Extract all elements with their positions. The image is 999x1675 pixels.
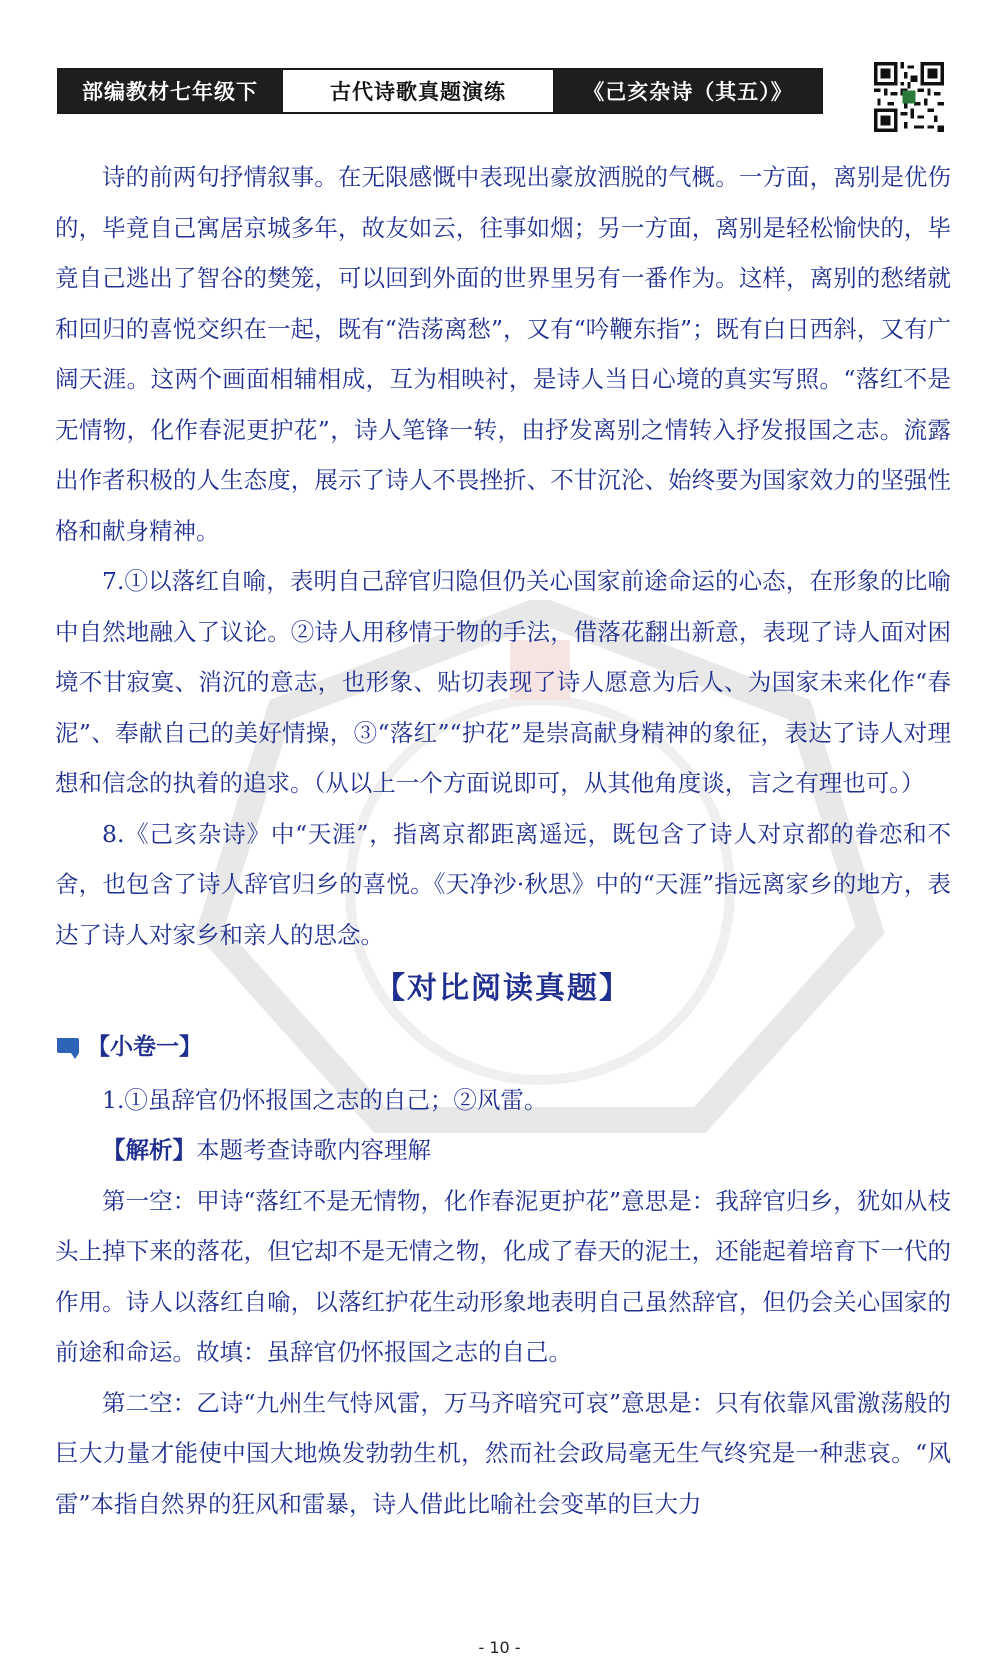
analysis-line [55,1125,951,1176]
paragraph-answer-8: 8.《己亥杂诗》中“天涯”，指离京都距离遥远，既包含了诗人对京都的眷恋和不舍，也包含了诗人辞官归乡的喜悦。《天净沙·秋思》中的“天涯”指远离家乡的地方，表达了诗人对家乡和亲人的思念。 [55,819,951,949]
header-poem-title: 《己亥杂诗（其五）》 [555,70,821,112]
analysis-label: 【解析】 [102,1136,196,1164]
paragraph-first-blank: 第一空：甲诗“落红不是无情物，化作春泥更护花”意思是：我辞官归乡，犹如从枝头上掉下来的落花，但它却不是无情之物，化成了春天的泥土，还能起着培育下一代的作用。诗人以落红自喻，以落红护花生动形象地表明自己虽然辞官，但仍会关心国家的前途和命运。故填：虽辞官仍怀报国之志的自己。 [55,1186,951,1366]
answer-1: 1.①虽辞官仍怀报国之志的自己；②风雷。 [102,1085,548,1114]
header-section-label: 古代诗歌真题演练 [281,70,555,112]
paragraph-answer-7: 7.①以落红自喻，表明自己辞官归隐但仍关心国家前途命运的心态，在形象的比喻中自然地融入了议论。②诗人用移情于物的手法，借落花翻出新意，表现了诗人面对困境不甘寂寞、消沉的意志，也形象、贴切表现了诗人愿意为后人、为国家未来化作“春泥”、奉献自己的美好情操，③“落红”“护花”是崇高献身精神的象征，表达了诗人对理想和信念的执着的追求。（从以上一个方面说即可，从其他角度谈，言之有理也可。） [55,567,951,797]
page-number: - 10 - [478,1638,521,1657]
header-grade-label: 部编教材七年级下 [59,70,281,112]
bookmark-icon [55,1035,81,1061]
paragraph-analysis: 诗的前两句抒情叙事。在无限感慨中表现出豪放洒脱的气概。一方面，离别是优伤的，毕竟自己寓居京城多年，故友如云，往事如烟；另一方面，离别是轻松愉快的，毕竟自己逃出了智谷的樊笼，可以回到外面的世界里另有一番作为。这样，离别的愁绪就和回归的喜悦交织在一起，既有“浩荡离愁”，又有“吟鞭东指”；既有白日西斜，又有广阔天涯。这两个画面相辅相成，互为相映衬，是诗人当日心境的真实写照。“落红不是无情物，化作春泥更护花”，诗人笔锋一转，由抒发离别之情转入抒发报国之志。流露出作者积极的人生态度，展示了诗人不畏挫折、不甘沉沦、始终要为国家效力的坚强性格和献身精神。 [55,163,951,545]
analysis-text: 本题考查诗歌内容理解 [196,1136,431,1164]
qr-code-icon [874,62,944,132]
page-header [57,68,823,114]
section-title: 【对比阅读真题】 [375,971,631,1006]
subsection-title: 【小卷一】 [87,1033,202,1061]
subsection-heading [55,1021,951,1075]
main-content [55,152,951,1529]
paragraph-second-blank: 第二空：乙诗“九州生气恃风雷，万马齐喑究可哀”意思是：只有依靠风雷激荡般的巨大力量才能使中国大地焕发勃勃生机，然而社会政局毫无生气终究是一种悲哀。“风雷”本指自然界的狂风和雷暴，诗人借此比喻社会变革的巨大力 [55,1388,951,1518]
